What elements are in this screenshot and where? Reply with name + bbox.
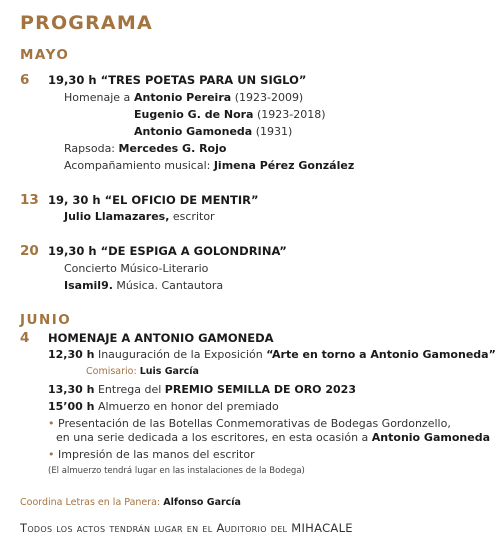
- comisario-label: Comisario:: [86, 366, 137, 377]
- lunch-note: (El almuerzo tendrá lugar en las instalaciones de la Bodega): [48, 466, 305, 476]
- time: 13,30 h: [48, 383, 95, 396]
- speaker-role: escritor: [172, 210, 215, 223]
- event-day-4: 4: [20, 330, 30, 346]
- rapsoda-name: Mercedes G. Rojo: [118, 142, 227, 155]
- concert-line: Concierto Músico-Literario: [64, 262, 209, 275]
- schedule-line-1: [48, 348, 496, 361]
- month-june-heading: JUNIO: [20, 312, 72, 328]
- music-name: Jimena Pérez González: [213, 159, 355, 172]
- poet-name: Antonio Gamoneda: [134, 125, 253, 138]
- event-day-13: 13: [20, 192, 39, 208]
- schedule-line-2: [48, 383, 356, 396]
- performer-line: [64, 279, 223, 292]
- speaker-line: [64, 210, 215, 223]
- event-header-oficio: 19, 30 h “EL OFICIO DE MENTIR”: [48, 193, 259, 207]
- music-label: Acompañamiento musical:: [64, 159, 211, 172]
- poet-years: (1923-2018): [256, 108, 326, 121]
- bullet-text: en una serie dedicada a los escritores, en esta ocasión a: [56, 431, 369, 444]
- event-header-tres-poetas: 19,30 h “TRES POETAS PARA UN SIGLO”: [48, 73, 307, 87]
- bullet-item-2: [48, 448, 255, 461]
- event-header-espiga: 19,30 h “DE ESPIGA A GOLONDRINA”: [48, 244, 287, 258]
- bullet-text: Presentación de las Botellas Conmemorativas de Bodegas Gordonzello,: [58, 417, 451, 430]
- time: 15’00 h: [48, 400, 95, 413]
- time: 12,30 h: [48, 348, 95, 361]
- homenaje-line-1: [64, 91, 130, 104]
- poet-years: (1923-2009): [234, 91, 304, 104]
- poet-name: Antonio Pereira: [134, 91, 232, 104]
- rapsoda-label: Rapsoda:: [64, 142, 116, 155]
- schedule-text: Almuerzo en honor del premiado: [97, 400, 279, 413]
- coordinator-line: [20, 497, 241, 508]
- homenaje-label: Homenaje a: [64, 91, 131, 104]
- music-line: [64, 159, 354, 172]
- performer-role: Música. Cantautora: [116, 279, 224, 292]
- poet-years: (1931): [255, 125, 293, 138]
- page-title: PROGRAMA: [20, 12, 153, 34]
- comisario-name: Luis García: [139, 366, 199, 377]
- event-header-homenaje: HOMENAJE A ANTONIO GAMONEDA: [48, 331, 274, 345]
- speaker-name: Julio Llamazares,: [64, 210, 170, 223]
- venue-footer: Todos los actos tendrán lugar en el Auditorio del MIHACALE: [20, 521, 353, 535]
- bullet-item-1-cont: [56, 431, 490, 444]
- rapsoda-line: [64, 142, 226, 155]
- schedule-text: Entrega del: [97, 383, 162, 396]
- coordinator-label: Coordina Letras en la Panera:: [20, 497, 161, 508]
- month-may-heading: MAYO: [20, 47, 70, 63]
- coordinator-name: Alfonso García: [163, 497, 241, 508]
- poet-pereira: [134, 91, 303, 104]
- comisario-line: [86, 366, 199, 377]
- poet-gamoneda: [134, 125, 292, 138]
- poet-name: Eugenio G. de Nora: [134, 108, 254, 121]
- bullet: •: [48, 417, 55, 430]
- award-name: PREMIO SEMILLA DE ORO 2023: [164, 383, 356, 396]
- schedule-line-3: [48, 400, 279, 413]
- event-day-20: 20: [20, 243, 39, 259]
- event-day-6: 6: [20, 72, 30, 88]
- honoree-name: Antonio Gamoneda: [371, 431, 490, 444]
- bullet-item-1: [48, 417, 451, 430]
- schedule-text: Inauguración de la Exposición: [97, 348, 263, 361]
- bullet-text: Impresión de las manos del escritor: [58, 448, 255, 461]
- performer-name: Isamil9.: [64, 279, 113, 292]
- exhibition-title: “Arte en torno a Antonio Gamoneda”: [266, 348, 496, 361]
- bullet: •: [48, 448, 55, 461]
- poet-nora: [134, 108, 326, 121]
